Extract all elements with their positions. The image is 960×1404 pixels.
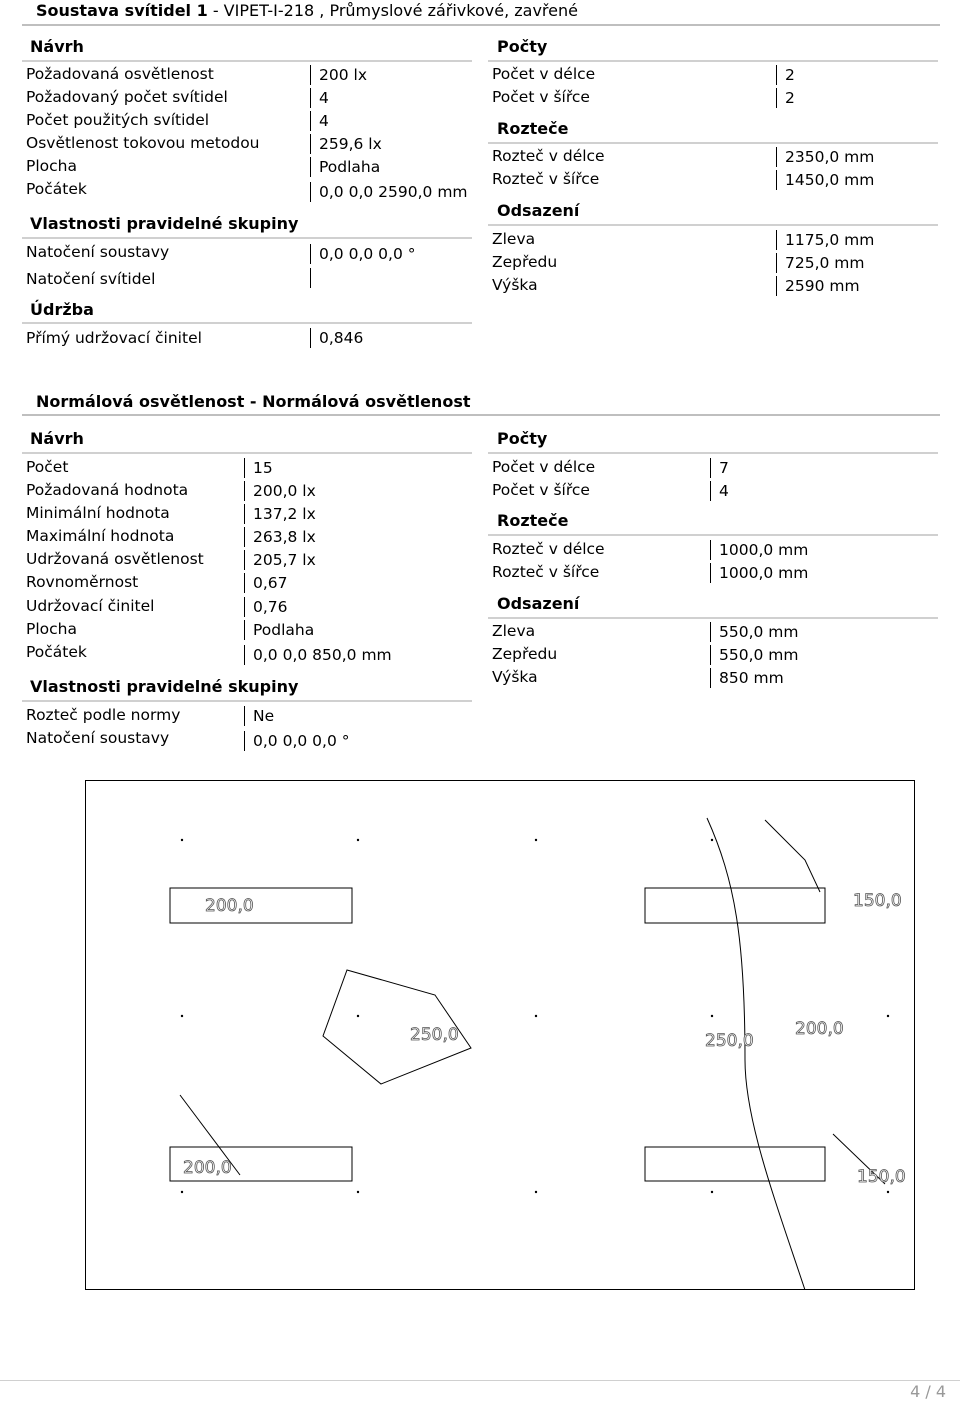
s1-odsazeni-value: 1175,0 mm bbox=[776, 230, 874, 250]
s2-skupina-label: Rozteč podle normy bbox=[26, 706, 181, 724]
s1-odsazeni-divider bbox=[488, 224, 938, 226]
s2-navrh-divider bbox=[22, 452, 472, 454]
s2-pocty-value: 7 bbox=[710, 458, 729, 478]
page-title bbox=[36, 1, 578, 20]
s1-roztece-value: 2350,0 mm bbox=[776, 147, 874, 167]
s1-skupina-label: Natočení soustavy bbox=[26, 243, 170, 261]
grid-point bbox=[180, 838, 182, 840]
s1-skupina-divider bbox=[22, 237, 472, 239]
s2-pocty-label: Počet v délce bbox=[492, 458, 596, 476]
s1-pocty-heading: Počty bbox=[497, 37, 548, 56]
contour-label: 150,0 bbox=[852, 890, 902, 911]
s2-odsazeni-value: 850 mm bbox=[710, 668, 784, 688]
s2-roztece-value: 1000,0 mm bbox=[710, 563, 808, 583]
s2-navrh-value: 0,0 0,0 850,0 mm bbox=[244, 645, 392, 665]
luminaire-rect bbox=[645, 888, 825, 923]
s2-odsazeni-divider bbox=[488, 617, 938, 619]
s1-pocty-value: 2 bbox=[776, 88, 795, 108]
grid-point bbox=[710, 1014, 712, 1016]
s1-roztece-label: Rozteč v délce bbox=[492, 147, 605, 165]
s1-odsazeni-heading: Odsazení bbox=[497, 201, 580, 220]
s2-navrh-label: Rovnoměrnost bbox=[26, 573, 139, 591]
grid-point bbox=[886, 1014, 888, 1016]
grid-point bbox=[534, 1014, 536, 1016]
s2-pocty-value: 4 bbox=[710, 481, 729, 501]
s2-navrh-label: Minimální hodnota bbox=[26, 504, 170, 522]
s2-navrh-value: 263,8 lx bbox=[244, 527, 316, 547]
s1-odsazeni-value: 2590 mm bbox=[776, 276, 860, 296]
s2-pocty-heading: Počty bbox=[497, 429, 548, 448]
s1-udrzba-value: 0,846 bbox=[310, 328, 363, 348]
s1-udrzba-label: Přímý udržovací činitel bbox=[26, 329, 202, 347]
section2-title-divider bbox=[22, 414, 940, 416]
s2-navrh-value: 0,76 bbox=[244, 597, 288, 617]
s1-roztece-label: Rozteč v šířce bbox=[492, 170, 600, 188]
title-rest: - VIPET-I-218 , Průmyslové zářivkové, zavřené bbox=[207, 1, 578, 20]
s1-navrh-label: Požadovaný počet svítidel bbox=[26, 88, 228, 106]
s2-odsazeni-value: 550,0 mm bbox=[710, 622, 799, 642]
s2-roztece-label: Rozteč v délce bbox=[492, 540, 605, 558]
contour-label: 250,0 bbox=[704, 1030, 754, 1051]
grid-point bbox=[180, 1190, 182, 1192]
s2-skupina-heading: Vlastnosti pravidelné skupiny bbox=[30, 677, 299, 696]
s1-roztece-divider bbox=[488, 142, 938, 144]
s2-roztece-label: Rozteč v šířce bbox=[492, 563, 600, 581]
s2-skupina-divider bbox=[22, 700, 472, 702]
s1-navrh-label: Osvětlenost tokovou metodou bbox=[26, 134, 260, 152]
contour-label: 200,0 bbox=[182, 1157, 232, 1178]
s1-pocty-label: Počet v délce bbox=[492, 65, 596, 83]
s1-udrzba-heading: Údržba bbox=[30, 300, 94, 319]
contour-label: 250,0 bbox=[409, 1024, 459, 1045]
s2-navrh-value: 200,0 lx bbox=[244, 481, 316, 501]
s2-odsazeni-value: 550,0 mm bbox=[710, 645, 799, 665]
s1-skupina-value bbox=[310, 268, 319, 288]
isolux-plan-svg bbox=[85, 780, 915, 1290]
contour-label: 200,0 bbox=[204, 895, 254, 916]
s2-navrh-value: Podlaha bbox=[244, 620, 314, 640]
s1-navrh-value: 4 bbox=[310, 111, 329, 131]
grid-point bbox=[710, 1190, 712, 1192]
s2-navrh-value: 137,2 lx bbox=[244, 504, 316, 524]
s1-odsazeni-value: 725,0 mm bbox=[776, 253, 865, 273]
s1-navrh-value: 0,0 0,0 2590,0 mm bbox=[310, 182, 468, 202]
s1-pocty-divider bbox=[488, 60, 938, 62]
s2-navrh-value: 205,7 lx bbox=[244, 550, 316, 570]
s1-udrzba-divider bbox=[22, 322, 472, 324]
s1-odsazeni-label: Zleva bbox=[492, 230, 536, 248]
luminaire-rect bbox=[645, 1147, 825, 1181]
s1-pocty-value: 2 bbox=[776, 65, 795, 85]
grid-point bbox=[886, 1190, 888, 1192]
s2-skupina-value: Ne bbox=[244, 706, 274, 726]
grid-point bbox=[356, 1014, 358, 1016]
s1-navrh-label: Požadovaná osvětlenost bbox=[26, 65, 214, 83]
s2-navrh-label: Maximální hodnota bbox=[26, 527, 175, 545]
s2-roztece-heading: Rozteče bbox=[497, 511, 569, 530]
section2-title: Normálová osvětlenost - Normálová osvětlenost bbox=[36, 392, 471, 411]
s2-odsazeni-label: Zleva bbox=[492, 622, 536, 640]
s2-navrh-label: Plocha bbox=[26, 620, 77, 638]
s2-navrh-value: 15 bbox=[244, 458, 273, 478]
s2-roztece-divider bbox=[488, 534, 938, 536]
grid-point bbox=[534, 1190, 536, 1192]
s1-navrh-label: Počátek bbox=[26, 180, 87, 198]
s2-navrh-heading: Návrh bbox=[30, 429, 84, 448]
s1-skupina-value: 0,0 0,0 0,0 ° bbox=[310, 244, 415, 264]
page-number: 4 / 4 bbox=[910, 1382, 946, 1401]
s1-roztece-heading: Rozteče bbox=[497, 119, 569, 138]
s2-skupina-label: Natočení soustavy bbox=[26, 729, 170, 747]
s2-navrh-label: Udržovaná osvětlenost bbox=[26, 550, 204, 568]
s2-odsazeni-label: Výška bbox=[492, 668, 538, 686]
grid-point bbox=[356, 838, 358, 840]
s1-navrh-value: Podlaha bbox=[310, 157, 380, 177]
s2-odsazeni-label: Zepředu bbox=[492, 645, 558, 663]
s2-pocty-divider bbox=[488, 452, 938, 454]
s1-pocty-label: Počet v šířce bbox=[492, 88, 590, 106]
s1-navrh-value: 200 lx bbox=[310, 65, 367, 85]
s1-odsazeni-label: Výška bbox=[492, 276, 538, 294]
s2-pocty-label: Počet v šířce bbox=[492, 481, 590, 499]
grid-point bbox=[356, 1190, 358, 1192]
s1-roztece-value: 1450,0 mm bbox=[776, 170, 874, 190]
isoline-150-top bbox=[765, 820, 820, 892]
grid-point bbox=[534, 838, 536, 840]
s2-navrh-label: Počet bbox=[26, 458, 69, 476]
s2-navrh-label: Požadovaná hodnota bbox=[26, 481, 189, 499]
contour-labels bbox=[183, 891, 906, 1187]
isolux-plan bbox=[85, 780, 915, 1290]
s1-skupina-heading: Vlastnosti pravidelné skupiny bbox=[30, 214, 299, 233]
s2-skupina-value: 0,0 0,0 0,0 ° bbox=[244, 731, 349, 751]
grid-point bbox=[710, 838, 712, 840]
title-bold: Soustava svítidel 1 bbox=[36, 1, 208, 20]
s1-navrh-label: Plocha bbox=[26, 157, 77, 175]
contour-label: 150,0 bbox=[856, 1166, 906, 1187]
s1-odsazeni-label: Zepředu bbox=[492, 253, 558, 271]
s1-navrh-label: Počet použitých svítidel bbox=[26, 111, 210, 129]
s2-odsazeni-heading: Odsazení bbox=[497, 594, 580, 613]
s1-skupina-label: Natočení svítidel bbox=[26, 270, 156, 288]
s2-navrh-label: Počátek bbox=[26, 643, 87, 661]
s1-navrh-value: 259,6 lx bbox=[310, 134, 382, 154]
luminaire-rect bbox=[170, 888, 352, 923]
s2-roztece-value: 1000,0 mm bbox=[710, 540, 808, 560]
s1-navrh-value: 4 bbox=[310, 88, 329, 108]
contour-label: 200,0 bbox=[794, 1018, 844, 1039]
grid-point bbox=[180, 1014, 182, 1016]
s2-navrh-label: Udržovací činitel bbox=[26, 597, 155, 615]
s1-navrh-divider bbox=[22, 60, 472, 62]
s2-navrh-value: 0,67 bbox=[244, 573, 288, 593]
footer-divider bbox=[0, 1380, 960, 1381]
s1-navrh-heading: Návrh bbox=[30, 37, 84, 56]
